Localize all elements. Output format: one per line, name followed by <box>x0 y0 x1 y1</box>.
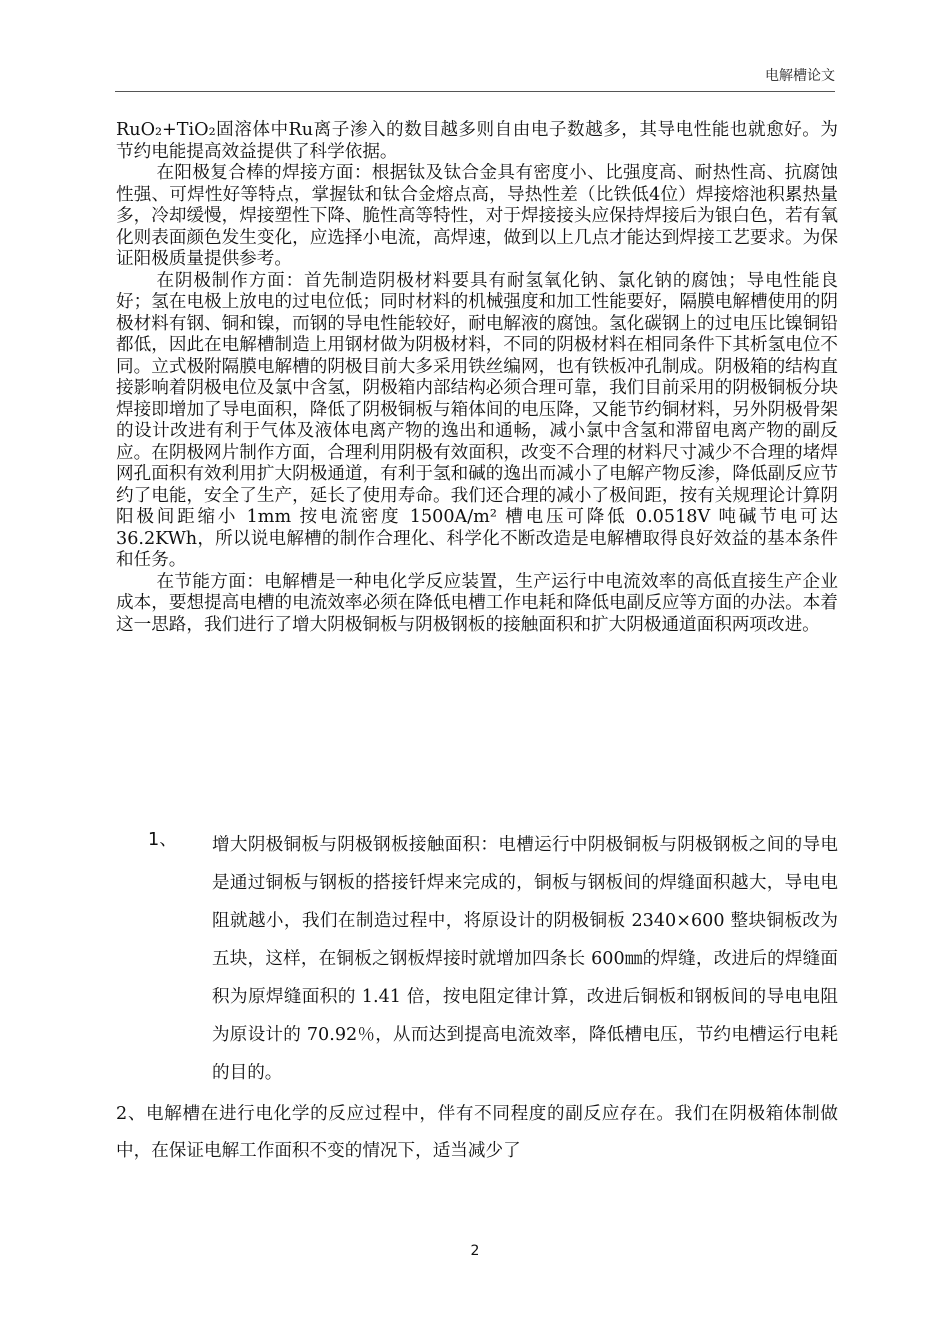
list-item-number: 1、 <box>148 830 177 850</box>
list-item-text: 增大阴极铜板与阴极钢板接触面积：电槽运行中阴极铜板与阴极钢板之间的导电是通过铜板与钢板的搭接钎焊来完成的，铜板与钢板间的焊缝面积越大，导电电阻就越小，我们在制造过程中，将原设计的阴极铜板 2340×600 整块铜板改为五块，这样，在铜板之钢板焊接时就增加四条长 600㎜的焊缝，改进后的焊缝面积为原焊缝面积的 1.41 倍，按电阻定律计算，改进后铜板和钢板间的导电电阻为原设计的 70.92％，从而达到提高电流效率，降低槽电压，节约电槽运行电耗的目的。 <box>212 835 838 1083</box>
header-divider <box>115 91 835 92</box>
list-item: 2、电解槽在进行电化学的反应过程中，伴有不同程度的副反应存在。我们在阴极箱体制做中，在保证电解工作面积不变的情况下，适当减少了 <box>116 1104 838 1161</box>
running-header: 电解槽论文 <box>765 68 835 84</box>
paragraph-1: RuO₂+TiO₂固溶体中Ru离子渗入的数目越多则自由电子数越多，其导电性能也就愈好。为节约电能提高效益提供了科学依据。 <box>116 120 838 162</box>
body-text <box>116 120 838 636</box>
paragraph-3: 在阴极制作方面：首先制造阴极材料要具有耐氢氧化钠、氯化钠的腐蚀；导电性能良好；氢在电极上放电的过电位低；同时材料的机械强度和加工性能要好，隔膜电解槽使用的阴极材料有钢、铜和镍，而钢的导电性能较好，耐电解液的腐蚀。氢化碳钢上的过电压比镍铜铅都低，因此在电解槽制造上用钢材做为阴极材料，不同的阴极材料在相同条件下其析氢电位不同。立式极附隔膜电解槽的阴极目前大多采用铁丝编网，也有铁板冲孔制成。阴极箱的结构直接影响着阴极电位及氯中含氢，阴极箱内部结构必须合理可靠，我们目前采用的阴极铜板分块焊接即增加了导电面积，降低了阴极铜板与箱体间的电压降，又能节约铜材料，另外阴极骨架的设计改进有利于气体及液体电离产物的逸出和通畅，减小氯中含氢和滞留电离产物的副反应。在阴极网片制作方面，合理利用阴极有效面积，改变不合理的材料尺寸减少不合理的堵焊网孔面积有效利用扩大阴极通道，有利于氢和碱的逸出而减小了电解产物反渗，降低副反应节约了电能，安全了生产，延长了使用寿命。我们还合理的减小了极间距，按有关规理论计算阴阳极间距缩小 1mm 按电流密度 1500A/m² 槽电压可降低 0.0518V 吨碱节电可达 36.2KWh，所以说电解槽的制作合理化、科学化不断改造是电解槽取得良好效益的基本条件和任务。 <box>116 270 838 570</box>
paragraph-4: 在节能方面：电解槽是一种电化学反应装置，生产运行中电流效率的高低直接生产企业成本，要想提高电槽的电流效率必须在降低电槽工作电耗和降低电副反应等方面的办法。本着这一思路，我们进行了增大阴极铜板与阴极钢板的接触面积和扩大阴极通道面积两项改进。 <box>116 571 838 635</box>
paragraph-2: 在阳极复合棒的焊接方面：根据钛及钛合金具有密度小、比强度高、耐热性高、抗腐蚀性强、可焊性好等特点，掌握钛和钛合金熔点高，导热性差（比铁低4位）焊接熔池积累热量多，冷却缓慢，焊接塑性下降、脆性高等特性，对于焊接接头应保持焊接后为银白色，若有氧化则表面颜色发生变化，应选择小电流，高焊速，做到以上几点才能达到焊接工艺要求。为保证阳极质量提供参考。 <box>116 163 838 269</box>
numbered-list <box>116 826 838 1170</box>
list-item <box>116 826 838 1092</box>
page-number: 2 <box>470 1243 480 1259</box>
